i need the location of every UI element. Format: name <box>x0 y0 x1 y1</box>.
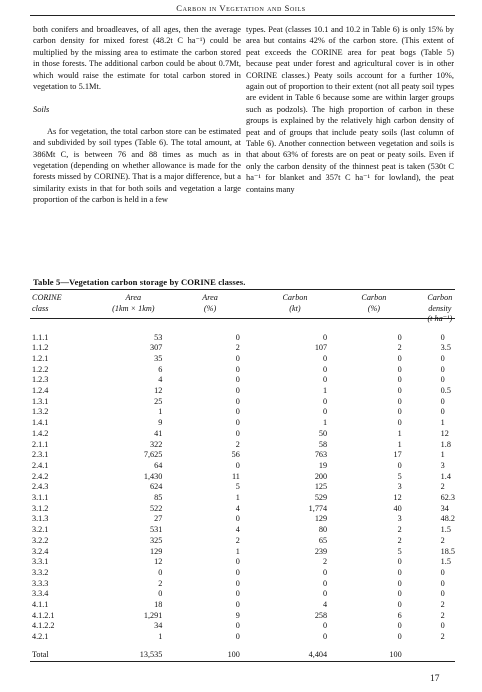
table-cell: 0 <box>235 600 240 610</box>
table-cell: 41 <box>154 428 163 438</box>
table-cell: 763 <box>314 450 328 460</box>
table-row <box>30 461 455 472</box>
table-row <box>30 418 455 429</box>
table-cell: 129 <box>150 546 163 556</box>
table-row <box>30 611 455 622</box>
table-cell <box>407 650 455 661</box>
table-cell: 2 <box>235 343 240 353</box>
table-cell: 2 <box>440 610 445 620</box>
table-cell: 40 <box>393 503 402 513</box>
table-cell: 2 <box>397 535 402 545</box>
table-cell: 1.4 <box>440 471 451 481</box>
table-row <box>30 600 455 611</box>
table-cell: 1.3.2 <box>32 407 49 417</box>
table-cell: 0 <box>440 567 445 577</box>
table-cell: 0 <box>323 407 328 417</box>
table-cell: 0 <box>323 353 328 363</box>
table-cell: 4.2.1 <box>32 632 49 642</box>
table-cell: 34 <box>154 621 163 631</box>
left-paragraph-1: both conifers and broadleaves, of all ages, then the average carbon density for mixed forest (48.2t C ha⁻¹) could be multiplied by the missing area to estimate the carbon stored in those forests. The additional carbon could be about 0.7Mt, which would raise the estimate for total carbon stored in vegetation to 5.1Mt. <box>33 25 241 92</box>
table-cell: 62.3 <box>440 493 455 503</box>
table-cell: Total <box>32 649 49 659</box>
table-row <box>30 429 455 440</box>
table-cell: 0 <box>235 567 240 577</box>
table-cell: 1.4.1 <box>32 418 49 428</box>
table-cell: 125 <box>314 482 328 492</box>
table-cell: 0 <box>397 353 402 363</box>
table-bottom-rule <box>30 661 455 662</box>
table-cell: 4.1.1 <box>32 600 49 610</box>
table-cell: 5 <box>397 471 402 481</box>
section-heading-soils: Soils <box>33 105 50 115</box>
table-total-row <box>30 650 455 661</box>
table-cell: 64 <box>154 460 163 470</box>
table-cell: 0 <box>397 557 402 567</box>
page-number: 17 <box>430 674 440 684</box>
table-cell: 0 <box>235 578 240 588</box>
table-cell: 0 <box>397 386 402 396</box>
table-cell: 0 <box>440 396 445 406</box>
table-cell: 258 <box>314 610 328 620</box>
table-row <box>30 354 455 365</box>
table-cell: 0 <box>235 557 240 567</box>
table-cell: 531 <box>150 525 163 535</box>
table-cell: 85 <box>154 493 163 503</box>
table-cell: 325 <box>150 535 163 545</box>
column-header-unit: (t ha⁻¹) <box>427 314 453 323</box>
table-cell: 0 <box>397 460 402 470</box>
table-cell: 0 <box>397 589 402 599</box>
table-row <box>30 365 455 376</box>
table-cell: 1 <box>235 546 240 556</box>
table-cell: 200 <box>314 471 328 481</box>
table-row <box>30 547 455 558</box>
table-row <box>30 386 455 397</box>
table-cell: 0 <box>440 364 445 374</box>
table-row <box>30 482 455 493</box>
table-caption: Table 5—Vegetation carbon storage by CORINE classes. <box>33 277 246 287</box>
table-cell: 12 <box>154 386 163 396</box>
table-cell: 1.2.4 <box>32 386 49 396</box>
table-cell: 11 <box>231 471 240 481</box>
table-cell: 1.2.2 <box>32 364 49 374</box>
table-cell: 12 <box>393 493 402 503</box>
table-cell: 1 <box>397 428 402 438</box>
table-cell: 0 <box>397 632 402 642</box>
table-cell: 0 <box>323 621 328 631</box>
table-cell: 2 <box>397 525 402 535</box>
column-header <box>30 293 86 325</box>
column-header-label: Area <box>202 293 218 302</box>
table-row <box>30 450 455 461</box>
table-cell: 0 <box>323 332 328 342</box>
column-header-label: CORINE <box>32 293 62 302</box>
table-cell: 1.4.2 <box>32 428 49 438</box>
table-cell: 0 <box>235 632 240 642</box>
table-cell: 0 <box>235 460 240 470</box>
table-cell: 107 <box>314 343 328 353</box>
carbon-table <box>30 293 455 661</box>
table-cell: 65 <box>318 535 328 545</box>
table-cell: 0 <box>323 589 328 599</box>
table-row <box>30 579 455 590</box>
table-cell: 0 <box>397 621 402 631</box>
table-cell: 3.1.2 <box>32 503 49 513</box>
column-header-unit: class <box>32 303 49 313</box>
table-cell: 0 <box>440 353 445 363</box>
table-cell: 100 <box>227 649 240 659</box>
table-cell: 0 <box>397 578 402 588</box>
table-cell: 0.5 <box>440 386 451 396</box>
table-cell: 2 <box>440 482 445 492</box>
table-cell: 12 <box>154 557 163 567</box>
table-cell: 1 <box>323 418 328 428</box>
table-cell: 4 <box>323 600 328 610</box>
column-header-label: Carbon density <box>427 293 453 313</box>
table-cell: 50 <box>318 428 328 438</box>
table-cell: 6 <box>158 364 163 374</box>
table-cell: 12 <box>440 428 449 438</box>
table-cell: 0 <box>440 578 445 588</box>
table-cell: 1 <box>235 493 240 503</box>
table-row <box>30 493 455 504</box>
table-cell: 0 <box>440 407 445 417</box>
table-cell: 1,774 <box>308 503 328 513</box>
table-row <box>30 568 455 579</box>
left-paragraph-2: As for vegetation, the total carbon store can be estimated and subdivided by soil types (Table 6). The total amount, at 386Mt C, is between 76 and 88 times as much as in vegetation (depending on whether allowance is made for the forests missed by CORINE). That is a major difference, but a similarity exists in that for both soils and vegetation a large proportion of the carbon is held in a few <box>33 126 241 205</box>
table-cell: 100 <box>389 649 402 659</box>
column-header <box>407 293 455 325</box>
table-row <box>30 525 455 536</box>
table-cell: 1.5 <box>440 557 451 567</box>
table-cell: 0 <box>397 407 402 417</box>
table-cell: 18.5 <box>440 546 455 556</box>
table-cell: 0 <box>323 375 328 385</box>
table-cell: 4,404 <box>308 649 328 659</box>
table-cell: 6 <box>397 610 402 620</box>
column-header-unit: (kt) <box>289 303 301 313</box>
table-cell: 0 <box>397 364 402 374</box>
table-cell: 0 <box>440 589 445 599</box>
table-cell: 0 <box>397 375 402 385</box>
table-cell: 1.8 <box>440 439 451 449</box>
table-cell: 0 <box>158 567 163 577</box>
right-paragraph-1: types. Peat (classes 10.1 and 10.2 in Table 6) is only 15% by area but contains 42% of the carbon store. (This extent of peat exceeds the CORINE area for peat bogs (Table 5) because peat under forest and agricultural cover is in other CORINE classes.) Peaty soils account for a further 10%, again out of proportion to their extent (not all peaty soil types are evident in Table 6 because some are within larger groups such as podzols). The high proportion of carbon in these groups is explained by the relatively high carbon density of peat and of groups that include peaty soils (last column of Table 6). Another connection between vegetation and soils is that about 63% of forests are on peat or peaty soils. Even if only the carbon density of the thinnest peat is taken (530t C ha⁻¹ for blanket and 357t C ha⁻¹ for lowland), the peat contains many <box>246 25 454 194</box>
column-header-label: Carbon <box>361 293 387 302</box>
table-row <box>30 375 455 386</box>
table-cell: 3 <box>440 460 445 470</box>
table-row <box>30 440 455 451</box>
column-header-unit: (1km × 1km) <box>112 303 155 313</box>
table-row <box>30 589 455 600</box>
table-cell: 3.2.1 <box>32 525 49 535</box>
table-cell: 0 <box>397 418 402 428</box>
column-header-label: Carbon <box>282 293 308 302</box>
table-cell: 522 <box>150 503 163 513</box>
table-cell: 3 <box>397 482 402 492</box>
left-column <box>33 24 241 206</box>
table-cell: 0 <box>397 332 402 342</box>
table-cell: 0 <box>235 353 240 363</box>
table-cell: 0 <box>440 375 445 385</box>
table-cell: 0 <box>235 621 240 631</box>
table-row <box>30 632 455 643</box>
table-cell: 27 <box>154 514 163 524</box>
table-cell: 18 <box>154 600 163 610</box>
column-header-unit: (%) <box>203 303 217 313</box>
column-header <box>245 293 332 325</box>
table-cell: 35 <box>154 353 163 363</box>
table-cell: 53 <box>154 332 163 342</box>
table-cell: 80 <box>318 525 328 535</box>
table-cell: 1 <box>158 407 163 417</box>
spacer-row <box>30 643 455 650</box>
table-cell: 2 <box>235 439 240 449</box>
table-cell: 9 <box>235 610 240 620</box>
table-cell: 1 <box>440 450 445 460</box>
table-cell: 1 <box>158 632 163 642</box>
right-column <box>246 24 454 195</box>
table-row <box>30 514 455 525</box>
table-cell: 3.5 <box>440 343 451 353</box>
column-header-unit: (%) <box>367 303 381 313</box>
table-cell: 0 <box>235 428 240 438</box>
table-cell: 13,535 <box>139 649 163 659</box>
table-cell: 3 <box>397 514 402 524</box>
table-cell: 0 <box>323 567 328 577</box>
table-cell: 2.4.2 <box>32 471 49 481</box>
table-row <box>30 472 455 483</box>
table-cell: 58 <box>318 439 328 449</box>
table-cell: 25 <box>154 396 163 406</box>
table-cell: 4 <box>235 503 240 513</box>
table-body <box>30 325 455 661</box>
table-cell: 0 <box>235 418 240 428</box>
table-cell: 0 <box>397 396 402 406</box>
column-header <box>86 293 162 325</box>
table-cell: 2 <box>397 343 402 353</box>
spacer-row <box>30 325 455 333</box>
table-cell: 3.1.1 <box>32 493 49 503</box>
column-header <box>162 293 245 325</box>
table-row <box>30 536 455 547</box>
table-cell: 2 <box>440 535 445 545</box>
table-cell: 9 <box>158 418 163 428</box>
table-cell: 2.4.3 <box>32 482 49 492</box>
table-cell: 3.3.4 <box>32 589 49 599</box>
header-rule <box>30 15 455 16</box>
table-cell: 1.1.1 <box>32 332 49 342</box>
table-cell: 3.1.3 <box>32 514 49 524</box>
table-cell: 4.1.2.2 <box>32 621 55 631</box>
table-row <box>30 504 455 515</box>
table-cell: 1.1.2 <box>32 343 49 353</box>
table-cell: 2 <box>440 600 445 610</box>
column-header <box>332 293 407 325</box>
table-row <box>30 557 455 568</box>
table-cell: 2.3.1 <box>32 450 49 460</box>
table-cell: 3.2.2 <box>32 535 49 545</box>
table-cell: 2 <box>440 632 445 642</box>
table-row <box>30 407 455 418</box>
column-header-label: Area <box>125 293 142 302</box>
table-cell: 0 <box>235 407 240 417</box>
table-cell: 307 <box>150 343 163 353</box>
table-cell: 0 <box>235 396 240 406</box>
table-cell: 0 <box>158 589 163 599</box>
table-cell: 19 <box>318 460 328 470</box>
table-cell: 0 <box>440 621 445 631</box>
table-cell: 0 <box>235 332 240 342</box>
table-cell: 56 <box>231 450 240 460</box>
table-cell: 1.3.1 <box>32 396 49 406</box>
table-cell: 48.2 <box>440 514 455 524</box>
table-cell: 2 <box>158 578 163 588</box>
table-cell: 0 <box>440 332 445 342</box>
table-cell: 1,291 <box>143 610 163 620</box>
running-head: Carbon in Vegetation and Soils <box>176 3 306 13</box>
table-cell: 1.2.1 <box>32 353 49 363</box>
table-cell: 5 <box>235 482 240 492</box>
table-cell: 0 <box>397 600 402 610</box>
table-cell: 322 <box>150 439 163 449</box>
table-cell: 2.4.1 <box>32 460 49 470</box>
table-cell: 529 <box>314 493 328 503</box>
table-header-row <box>30 293 455 325</box>
table-row <box>30 621 455 632</box>
table-cell: 5 <box>397 546 402 556</box>
table-header <box>30 293 455 325</box>
table-cell: 2 <box>235 535 240 545</box>
table-cell: 0 <box>323 364 328 374</box>
table-cell: 239 <box>314 546 328 556</box>
table-cell: 1 <box>323 386 328 396</box>
table-cell: 1,430 <box>143 471 163 481</box>
table-cell: 129 <box>314 514 328 524</box>
table-cell: 0 <box>235 386 240 396</box>
table-row <box>30 333 455 344</box>
table-cell: 1 <box>397 439 402 449</box>
table-cell: 0 <box>235 364 240 374</box>
table-cell: 0 <box>235 589 240 599</box>
table-cell: 17 <box>393 450 402 460</box>
table-cell: 4 <box>158 375 163 385</box>
table-cell: 3.3.2 <box>32 567 49 577</box>
table-cell: 1.2.3 <box>32 375 49 385</box>
table-cell: 624 <box>150 482 163 492</box>
table-top-rule <box>30 289 455 290</box>
table-cell: 3.2.4 <box>32 546 49 556</box>
table-cell: 1 <box>440 418 445 428</box>
table-cell: 2 <box>323 557 328 567</box>
table-cell: 0 <box>323 632 328 642</box>
table-cell: 3.3.1 <box>32 557 49 567</box>
table-row <box>30 343 455 354</box>
table-cell: 0 <box>323 396 328 406</box>
table-cell: 0 <box>235 375 240 385</box>
table-cell: 3.3.3 <box>32 578 49 588</box>
table-cell: 34 <box>440 503 449 513</box>
table-cell: 4.1.2.1 <box>32 610 55 620</box>
table-cell: 7,625 <box>143 450 163 460</box>
table-cell: 0 <box>397 567 402 577</box>
table-cell: 2.1.1 <box>32 439 49 449</box>
table-row <box>30 397 455 408</box>
table-cell: 0 <box>235 514 240 524</box>
table-cell: 4 <box>235 525 240 535</box>
table-cell: 1.5 <box>440 525 451 535</box>
table-cell: 0 <box>323 578 328 588</box>
